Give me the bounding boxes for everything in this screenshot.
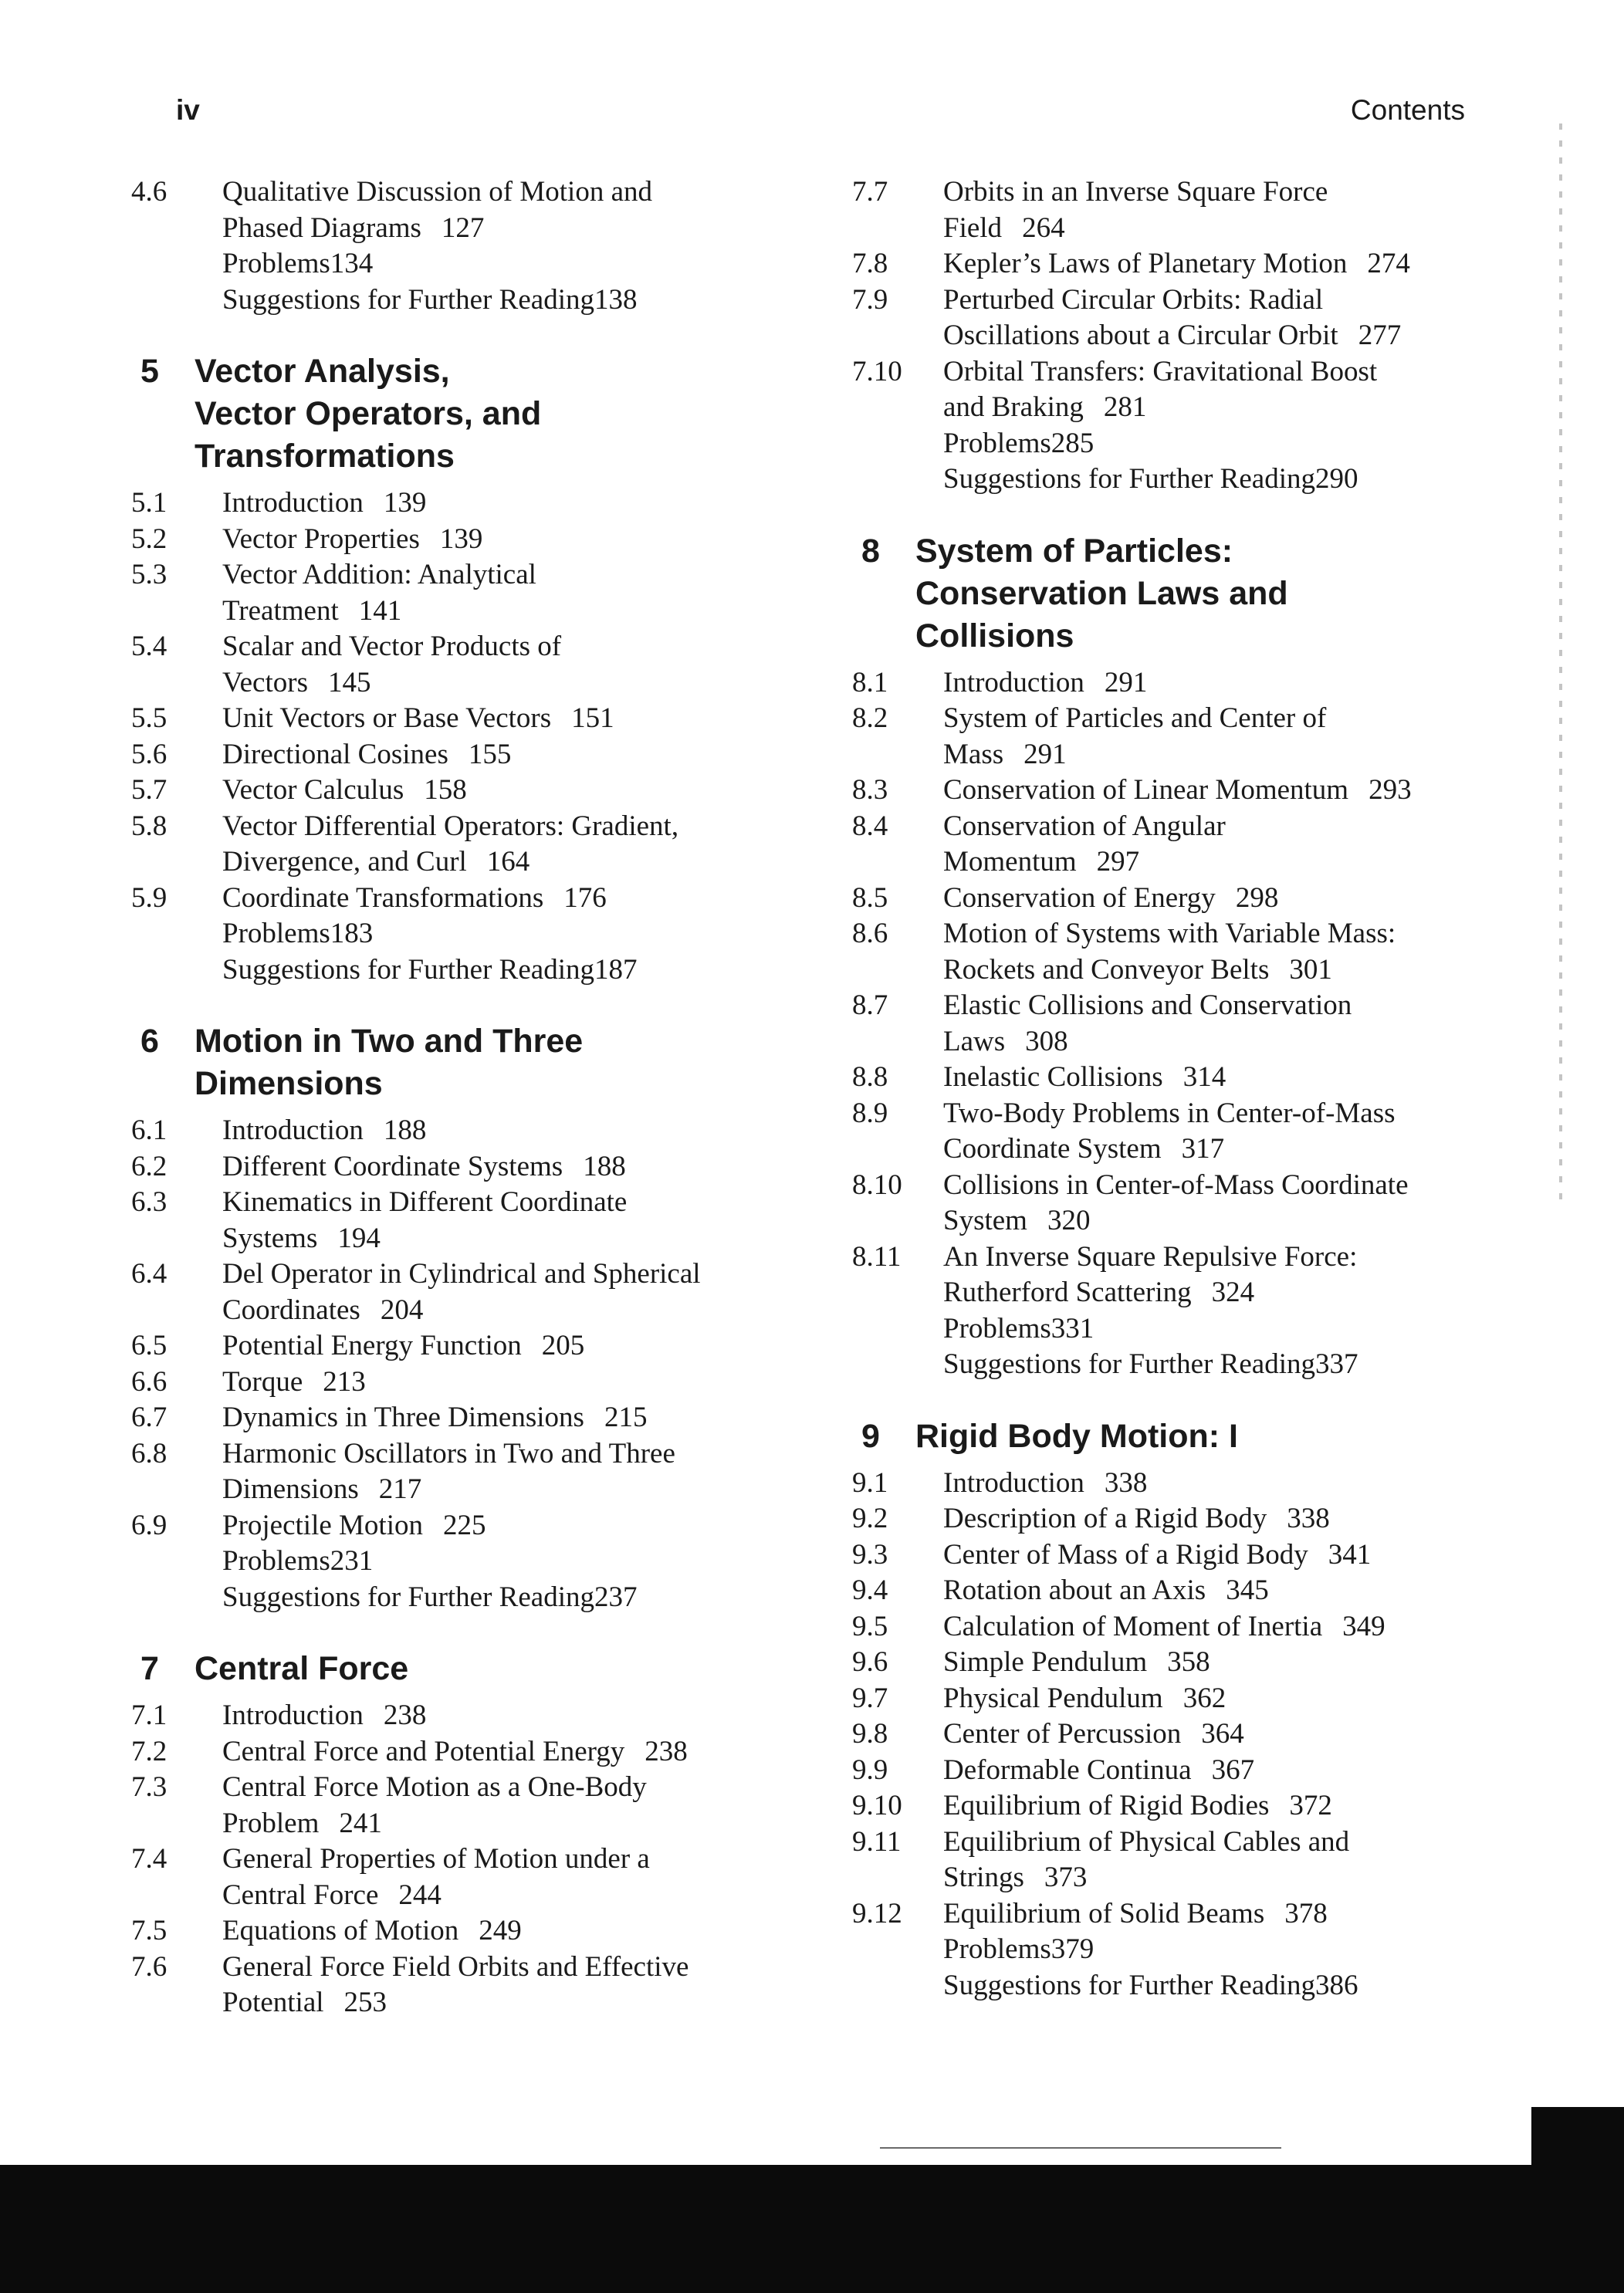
chapter-title: Collisions bbox=[915, 617, 1074, 654]
page-ref: 176 bbox=[563, 881, 607, 914]
section-title: Elastic Collisions and Conservation bbox=[943, 989, 1352, 1021]
toc-entry bbox=[852, 988, 1516, 1060]
section-title: Scalar and Vector Products of bbox=[222, 631, 562, 662]
section-number: 8.3 bbox=[852, 774, 888, 806]
chapter-title: Dimensions bbox=[195, 1065, 383, 1102]
chapter-title: Rigid Body Motion: I bbox=[915, 1417, 1238, 1455]
page-ref: 139 bbox=[439, 523, 483, 555]
page-ref: 194 bbox=[337, 1222, 381, 1254]
section-title: Harmonic Oscillators in Two and Three bbox=[222, 1437, 675, 1469]
chapter-number: 6 bbox=[140, 1023, 159, 1060]
chapter-number: 8 bbox=[861, 532, 880, 570]
section-number: 5.9 bbox=[131, 881, 167, 914]
section-number: 5.7 bbox=[131, 774, 167, 806]
toc-entry bbox=[131, 557, 764, 629]
section-title: Potential Energy Function bbox=[222, 1330, 522, 1361]
page-ref: 188 bbox=[583, 1150, 626, 1182]
problems-entry bbox=[852, 1311, 1516, 1348]
toc-entry bbox=[852, 773, 1516, 809]
toc-entry bbox=[852, 881, 1516, 917]
section-title: Unit Vectors or Base Vectors bbox=[222, 702, 552, 734]
section-number: 7.5 bbox=[131, 1915, 167, 1946]
scan-dark-border bbox=[0, 2165, 1624, 2293]
page-ref: 320 bbox=[1047, 1205, 1091, 1236]
toc-entry bbox=[852, 282, 1516, 354]
chapter-heading bbox=[852, 530, 1516, 658]
section-title: Phased Diagrams bbox=[222, 211, 421, 244]
toc-entry bbox=[131, 809, 764, 881]
toc-entry bbox=[131, 1400, 764, 1436]
toc-entry bbox=[852, 1681, 1516, 1717]
page-ref: 364 bbox=[1201, 1718, 1244, 1750]
chapter-title: Vector Operators, and bbox=[195, 395, 542, 432]
page-ref: 301 bbox=[1289, 953, 1332, 986]
section-title: Coordinate System bbox=[943, 1133, 1162, 1165]
page-ref: 213 bbox=[323, 1365, 366, 1398]
toc-entry bbox=[131, 881, 764, 917]
page-ref: 290 bbox=[1314, 463, 1358, 495]
section-number: 8.11 bbox=[852, 1240, 902, 1273]
section-number: 7.1 bbox=[131, 1699, 167, 1731]
page-ref: 237 bbox=[594, 1581, 638, 1613]
section-number: 7.6 bbox=[131, 1950, 167, 1983]
section-title: Equilibrium of Rigid Bodies bbox=[943, 1790, 1270, 1821]
toc-entry bbox=[131, 1842, 764, 1913]
page-ref: 231 bbox=[330, 1545, 374, 1577]
section-title: Physical Pendulum bbox=[943, 1682, 1163, 1714]
section-title: Central Force and Potential Energy bbox=[222, 1735, 625, 1767]
section-title: Calculation of Moment of Inertia bbox=[943, 1610, 1323, 1642]
toc-entry bbox=[852, 1060, 1516, 1096]
section-title: Mass bbox=[943, 738, 1004, 770]
section-number: 4.6 bbox=[131, 176, 167, 208]
toc-entry bbox=[852, 1609, 1516, 1645]
reading-label: Suggestions for Further Reading bbox=[222, 1581, 594, 1613]
section-number: 6.3 bbox=[131, 1186, 167, 1218]
section-number: 5.3 bbox=[131, 559, 167, 590]
chapter-number: 9 bbox=[861, 1417, 880, 1455]
section-title: Two-Body Problems in Center-of-Mass bbox=[943, 1097, 1396, 1129]
section-title: Conservation of Energy bbox=[943, 881, 1216, 914]
scan-rule-artifact bbox=[880, 2147, 1281, 2149]
section-title: Orbits in an Inverse Square Force bbox=[943, 176, 1328, 208]
toc-entry bbox=[852, 1168, 1516, 1240]
page-ref: 297 bbox=[1096, 846, 1140, 878]
section-number: 7.8 bbox=[852, 248, 888, 279]
section-number: 7.2 bbox=[131, 1735, 167, 1767]
toc-entry bbox=[131, 1698, 764, 1734]
page-ref: 291 bbox=[1023, 738, 1067, 770]
toc-entry bbox=[131, 485, 764, 522]
page-ref: 215 bbox=[604, 1402, 648, 1433]
page-ref: 362 bbox=[1182, 1682, 1226, 1714]
page-ref: 249 bbox=[479, 1915, 522, 1946]
page-ref: 141 bbox=[358, 594, 402, 627]
section-number: 8.1 bbox=[852, 666, 888, 698]
page-ref: 298 bbox=[1235, 881, 1279, 914]
section-title: Simple Pendulum bbox=[943, 1646, 1148, 1678]
section-title: Vector Calculus bbox=[222, 774, 404, 806]
toc-entry bbox=[131, 1365, 764, 1401]
section-number: 5.2 bbox=[131, 523, 167, 555]
problems-entry bbox=[852, 1932, 1516, 1968]
section-number: 5.1 bbox=[131, 487, 167, 519]
section-title: Conservation of Linear Momentum bbox=[943, 774, 1349, 806]
section-number: 5.6 bbox=[131, 738, 167, 770]
section-title: System of Particles and Center of bbox=[943, 702, 1327, 734]
section-number: 6.8 bbox=[131, 1437, 167, 1469]
section-number: 9.2 bbox=[852, 1503, 888, 1534]
page-ref: 358 bbox=[1167, 1646, 1210, 1678]
toc-entry bbox=[852, 1096, 1516, 1168]
page-ref: 264 bbox=[1022, 211, 1065, 244]
toc-entry bbox=[131, 701, 764, 737]
section-title: Center of Mass of a Rigid Body bbox=[943, 1538, 1308, 1571]
page-ref: 158 bbox=[424, 774, 467, 806]
section-number: 5.4 bbox=[131, 631, 167, 662]
chapter-title: Central Force bbox=[195, 1650, 409, 1687]
page-ref: 324 bbox=[1211, 1277, 1255, 1308]
section-title: Qualitative Discussion of Motion and bbox=[222, 176, 652, 208]
section-number: 9.9 bbox=[852, 1754, 888, 1786]
problems-label: Problems bbox=[222, 248, 330, 279]
problems-entry bbox=[852, 426, 1516, 462]
toc-entry bbox=[131, 1256, 764, 1328]
section-title: An Inverse Square Repulsive Force: bbox=[943, 1240, 1358, 1273]
section-title: Conservation of Angular bbox=[943, 810, 1226, 842]
section-number: 6.5 bbox=[131, 1330, 167, 1361]
page-ref: 281 bbox=[1103, 391, 1147, 423]
section-title: General Properties of Motion under a bbox=[222, 1843, 650, 1875]
page-number: iv bbox=[176, 94, 200, 126]
section-number: 6.4 bbox=[131, 1258, 167, 1290]
section-number: 9.11 bbox=[852, 1825, 902, 1858]
page-ref: 225 bbox=[443, 1509, 486, 1541]
section-number: 7.3 bbox=[131, 1771, 167, 1803]
toc-entry bbox=[852, 1716, 1516, 1753]
section-number: 5.8 bbox=[131, 810, 167, 842]
scan-edge-artifact bbox=[1559, 123, 1562, 1204]
section-number: 7.9 bbox=[852, 283, 888, 316]
section-number: 8.5 bbox=[852, 881, 888, 914]
section-number: 7.10 bbox=[852, 355, 902, 387]
scan-dark-corner bbox=[1531, 2107, 1624, 2169]
section-title: Perturbed Circular Orbits: Radial bbox=[943, 283, 1324, 316]
problems-label: Problems bbox=[943, 427, 1051, 459]
section-title: Systems bbox=[222, 1222, 318, 1254]
page-ref: 145 bbox=[327, 666, 371, 698]
chapter-heading bbox=[131, 350, 764, 478]
page-ref: 337 bbox=[1314, 1348, 1358, 1380]
toc-entry bbox=[131, 1950, 764, 2021]
page-ref: 139 bbox=[383, 487, 427, 519]
section-title: Rotation about an Axis bbox=[943, 1574, 1206, 1606]
section-title: Torque bbox=[222, 1365, 303, 1398]
section-title: and Braking bbox=[943, 391, 1084, 423]
section-title: Oscillations about a Circular Orbit bbox=[943, 320, 1338, 351]
problems-label: Problems bbox=[943, 1312, 1051, 1344]
toc-entry bbox=[131, 1328, 764, 1365]
toc-entry bbox=[131, 1113, 764, 1149]
section-title: System bbox=[943, 1205, 1027, 1236]
section-title: Center of Percussion bbox=[943, 1718, 1182, 1750]
reading-entry bbox=[852, 1347, 1516, 1383]
toc-entry bbox=[852, 1825, 1516, 1896]
section-title: Orbital Transfers: Gravitational Boost bbox=[943, 355, 1378, 387]
section-title: Introduction bbox=[222, 487, 364, 519]
section-title: General Force Field Orbits and Effective bbox=[222, 1950, 689, 1983]
page-ref: 379 bbox=[1051, 1933, 1095, 1965]
section-number: 9.7 bbox=[852, 1682, 888, 1714]
section-number: 9.3 bbox=[852, 1538, 888, 1571]
page-ref: 345 bbox=[1226, 1574, 1269, 1606]
section-title: Central Force bbox=[222, 1879, 379, 1911]
toc-entry bbox=[852, 246, 1516, 282]
page-ref: 253 bbox=[343, 1987, 387, 2018]
chapter-title: Transformations bbox=[195, 438, 455, 475]
toc-entry bbox=[852, 1501, 1516, 1537]
page-ref: 238 bbox=[645, 1735, 688, 1767]
section-title: Treatment bbox=[222, 594, 339, 627]
section-title: Equilibrium of Physical Cables and bbox=[943, 1825, 1350, 1858]
chapter-number: 7 bbox=[140, 1650, 159, 1687]
section-number: 8.7 bbox=[852, 989, 888, 1021]
page-ref: 291 bbox=[1104, 666, 1148, 698]
section-title: Rockets and Conveyor Belts bbox=[943, 953, 1270, 986]
page-ref: 378 bbox=[1284, 1897, 1328, 1929]
section-number: 8.6 bbox=[852, 918, 888, 949]
running-head: Contents bbox=[1350, 94, 1465, 126]
toc-entry bbox=[131, 1913, 764, 1950]
toc-entry bbox=[852, 1240, 1516, 1311]
section-title: Vector Properties bbox=[222, 523, 420, 555]
chapter-heading bbox=[131, 1648, 764, 1690]
section-title: Central Force Motion as a One-Body bbox=[222, 1771, 647, 1803]
page-ref: 338 bbox=[1287, 1503, 1330, 1534]
page-ref: 204 bbox=[380, 1294, 424, 1326]
page-ref: 244 bbox=[398, 1879, 442, 1911]
section-title: Coordinate Transformations bbox=[222, 881, 544, 914]
toc-entry bbox=[131, 737, 764, 773]
chapter-heading bbox=[131, 1020, 764, 1105]
toc-entry bbox=[131, 522, 764, 558]
page-ref: 205 bbox=[541, 1330, 585, 1361]
section-title: Collisions in Center-of-Mass Coordinate bbox=[943, 1168, 1409, 1201]
section-number: 6.1 bbox=[131, 1114, 167, 1146]
toc-entry bbox=[852, 1466, 1516, 1502]
section-title: Different Coordinate Systems bbox=[222, 1150, 563, 1182]
problems-label: Problems bbox=[943, 1933, 1051, 1965]
problems-entry bbox=[131, 246, 764, 282]
toc-entry bbox=[852, 916, 1516, 988]
page-ref: 183 bbox=[330, 918, 374, 949]
toc-entry bbox=[852, 1896, 1516, 1933]
toc-entry bbox=[852, 1788, 1516, 1825]
page-ref: 331 bbox=[1051, 1312, 1095, 1344]
toc-entry bbox=[131, 1149, 764, 1185]
toc-right-column bbox=[852, 174, 1516, 2004]
toc-entry bbox=[131, 1508, 764, 1544]
section-number: 8.8 bbox=[852, 1061, 888, 1093]
toc-entry bbox=[852, 1753, 1516, 1789]
section-title: Equilibrium of Solid Beams bbox=[943, 1897, 1265, 1929]
page-ref: 241 bbox=[339, 1807, 382, 1839]
toc-entry bbox=[131, 174, 764, 246]
chapter-number: 5 bbox=[140, 353, 159, 390]
page-ref: 134 bbox=[330, 248, 374, 279]
section-title: Vector Differential Operators: Gradient, bbox=[222, 810, 679, 842]
chapter-title: Vector Analysis, bbox=[195, 353, 450, 390]
page-ref: 293 bbox=[1369, 774, 1412, 806]
toc-entry bbox=[852, 354, 1516, 426]
section-title: Coordinates bbox=[222, 1294, 360, 1326]
page-ref: 373 bbox=[1044, 1862, 1088, 1893]
toc-entry bbox=[131, 1734, 764, 1770]
page-ref: 217 bbox=[378, 1473, 422, 1505]
toc-entry bbox=[852, 174, 1516, 246]
chapter-heading bbox=[852, 1415, 1516, 1458]
reading-label: Suggestions for Further Reading bbox=[943, 1969, 1315, 2001]
page-ref: 308 bbox=[1025, 1025, 1068, 1057]
page-ref: 127 bbox=[441, 211, 485, 244]
toc-left-column bbox=[131, 174, 764, 2021]
chapter-title: Motion in Two and Three bbox=[195, 1023, 584, 1060]
section-number: 9.8 bbox=[852, 1718, 888, 1750]
page-ref: 314 bbox=[1182, 1061, 1226, 1093]
section-title: Deformable Continua bbox=[943, 1754, 1192, 1786]
section-title: Directional Cosines bbox=[222, 738, 448, 770]
section-number: 8.4 bbox=[852, 810, 888, 842]
section-number: 9.6 bbox=[852, 1646, 888, 1678]
page-ref: 138 bbox=[594, 283, 638, 316]
section-number: 6.9 bbox=[131, 1509, 167, 1541]
section-title: Dimensions bbox=[222, 1473, 359, 1505]
toc-entry bbox=[852, 701, 1516, 773]
toc-entry bbox=[131, 1770, 764, 1842]
section-title: Kepler’s Laws of Planetary Motion bbox=[943, 248, 1348, 279]
section-number: 9.1 bbox=[852, 1466, 888, 1499]
page-ref: 341 bbox=[1328, 1538, 1372, 1571]
problems-label: Problems bbox=[222, 918, 330, 949]
reading-entry bbox=[852, 1968, 1516, 2004]
section-number: 9.12 bbox=[852, 1897, 902, 1929]
page-ref: 372 bbox=[1289, 1790, 1332, 1821]
page-ref: 349 bbox=[1342, 1610, 1385, 1642]
section-title: Laws bbox=[943, 1025, 1006, 1057]
section-number: 6.2 bbox=[131, 1150, 167, 1182]
page-ref: 277 bbox=[1358, 320, 1402, 351]
toc-entry bbox=[131, 629, 764, 701]
section-number: 7.7 bbox=[852, 176, 888, 208]
section-title: Dynamics in Three Dimensions bbox=[222, 1402, 584, 1433]
section-title: Potential bbox=[222, 1987, 324, 2018]
reading-entry bbox=[131, 952, 764, 989]
chapter-title: System of Particles: bbox=[915, 532, 1233, 570]
section-number: 7.4 bbox=[131, 1843, 167, 1875]
section-title: Problem bbox=[222, 1807, 320, 1839]
page-ref: 274 bbox=[1367, 248, 1410, 279]
section-title: Field bbox=[943, 211, 1003, 244]
reading-label: Suggestions for Further Reading bbox=[943, 463, 1315, 495]
toc-entry bbox=[131, 1436, 764, 1508]
reading-entry bbox=[131, 1580, 764, 1616]
section-title: Inelastic Collisions bbox=[943, 1061, 1163, 1093]
reading-label: Suggestions for Further Reading bbox=[222, 953, 594, 986]
section-title: Momentum bbox=[943, 846, 1077, 878]
problems-label: Problems bbox=[222, 1545, 330, 1577]
reading-entry bbox=[852, 462, 1516, 498]
section-number: 6.6 bbox=[131, 1365, 167, 1398]
page-ref: 164 bbox=[486, 846, 530, 878]
section-title: Vector Addition: Analytical bbox=[222, 559, 536, 590]
page-ref: 317 bbox=[1181, 1133, 1225, 1165]
section-title: Description of a Rigid Body bbox=[943, 1503, 1267, 1534]
section-title: Introduction bbox=[943, 1466, 1084, 1499]
page-ref: 285 bbox=[1051, 427, 1095, 459]
section-number: 8.10 bbox=[852, 1168, 902, 1201]
toc-entry bbox=[852, 1645, 1516, 1681]
page-ref: 238 bbox=[383, 1699, 427, 1731]
problems-entry bbox=[131, 916, 764, 952]
section-number: 5.5 bbox=[131, 702, 167, 734]
toc-entry bbox=[131, 1185, 764, 1256]
section-number: 8.2 bbox=[852, 702, 888, 734]
page-ref: 155 bbox=[468, 738, 512, 770]
section-title: Introduction bbox=[943, 666, 1084, 698]
section-title: Divergence, and Curl bbox=[222, 846, 467, 878]
page-ref: 338 bbox=[1104, 1466, 1148, 1499]
reading-label: Suggestions for Further Reading bbox=[222, 283, 594, 316]
reading-entry bbox=[131, 282, 764, 319]
page-ref: 187 bbox=[594, 953, 638, 986]
section-number: 9.5 bbox=[852, 1610, 888, 1642]
problems-entry bbox=[131, 1544, 764, 1580]
page-ref: 367 bbox=[1211, 1754, 1255, 1786]
toc-entry bbox=[852, 809, 1516, 881]
page-ref: 386 bbox=[1314, 1969, 1358, 2001]
section-number: 6.7 bbox=[131, 1402, 167, 1433]
section-title: Rutherford Scattering bbox=[943, 1277, 1192, 1308]
section-number: 9.4 bbox=[852, 1574, 888, 1606]
section-title: Projectile Motion bbox=[222, 1509, 423, 1541]
section-number: 8.9 bbox=[852, 1097, 888, 1129]
toc-entry bbox=[852, 665, 1516, 702]
section-title: Strings bbox=[943, 1862, 1024, 1893]
page-ref: 151 bbox=[571, 702, 614, 734]
toc-entry bbox=[852, 1573, 1516, 1609]
section-title: Vectors bbox=[222, 666, 308, 698]
section-title: Motion of Systems with Variable Mass: bbox=[943, 918, 1396, 949]
toc-entry bbox=[852, 1537, 1516, 1574]
section-title: Del Operator in Cylindrical and Spherical bbox=[222, 1258, 701, 1290]
section-title: Equations of Motion bbox=[222, 1915, 459, 1946]
page-ref: 188 bbox=[383, 1114, 427, 1146]
toc-entry bbox=[131, 773, 764, 809]
section-title: Kinematics in Different Coordinate bbox=[222, 1186, 628, 1218]
chapter-title: Conservation Laws and bbox=[915, 574, 1288, 612]
reading-label: Suggestions for Further Reading bbox=[943, 1348, 1315, 1380]
section-title: Introduction bbox=[222, 1114, 364, 1146]
section-number: 9.10 bbox=[852, 1790, 902, 1821]
section-title: Introduction bbox=[222, 1699, 364, 1731]
